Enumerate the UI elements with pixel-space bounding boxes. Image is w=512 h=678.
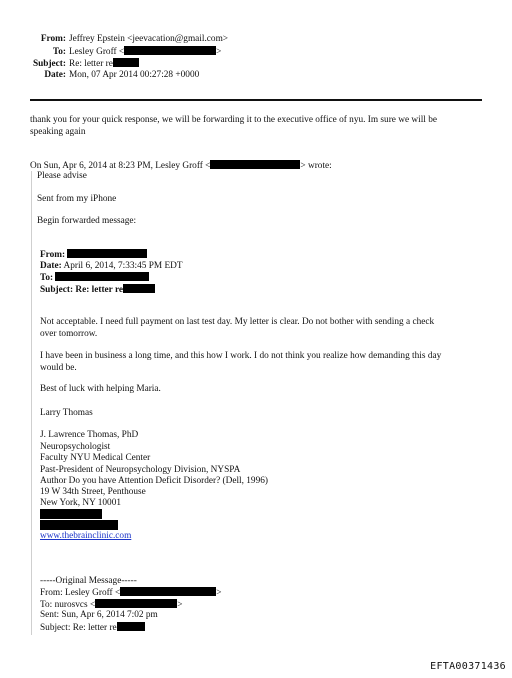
fwd-date-label: Date: <box>40 261 62 271</box>
redaction-block <box>123 284 155 293</box>
header-from-label: From: <box>40 34 66 44</box>
redaction-block <box>113 58 139 67</box>
header-date-value: Mon, 07 Apr 2014 00:27:28 +0000 <box>69 70 200 80</box>
header-from-value: Jeffrey Epstein <jeevacation@gmail.com> <box>69 34 229 44</box>
orig-to-suffix: > <box>177 600 183 610</box>
website-link[interactable]: www.thebrainclinic.com <box>40 531 132 541</box>
header-subject-label: Subject: <box>32 59 66 69</box>
redaction-block <box>40 509 102 519</box>
fwd-subject-row <box>40 284 155 296</box>
sent-from-iphone: Sent from my iPhone <box>37 194 117 204</box>
orig-to-prefix: To: nurosvcs < <box>40 600 96 610</box>
orig-subject-prefix: Subject: Re: letter re <box>40 623 117 633</box>
body-p1-line-1: Not acceptable. I need full payment on last test day. My letter is clear. Do not bother with sending a check <box>40 317 435 327</box>
header-date-row <box>0 70 199 81</box>
redaction-block <box>95 599 177 608</box>
please-advise: Please advise <box>37 171 87 181</box>
quote-bar <box>31 171 32 635</box>
header-to-prefix: Lesley Groff < <box>69 47 125 57</box>
signature-line: Past-President of Neuropsychology Division, NYSPA <box>40 465 241 475</box>
fwd-date-value: April 6, 2014, 7:33:45 PM EDT <box>63 261 183 271</box>
redaction-block <box>124 46 216 55</box>
redaction-block <box>210 160 300 169</box>
header-date-label: Date: <box>44 70 66 80</box>
body-p3: Best of luck with helping Maria. <box>40 384 161 394</box>
bates-id: EFTA00371436 <box>430 661 506 672</box>
orig-subject-row <box>40 622 145 634</box>
header-subject-value: Re: letter re <box>69 59 113 69</box>
orig-from-suffix: > <box>216 588 222 598</box>
header-to-label: To: <box>52 47 66 57</box>
original-divider: -----Original Message----- <box>40 576 137 586</box>
signature-line: New York, NY 10001 <box>40 498 122 508</box>
body-p2-line-2: would be. <box>40 363 77 373</box>
signature-line: J. Lawrence Thomas, PhD <box>40 430 139 440</box>
body-p2-line-1: I have been in business a long time, and this how I work. I do not think you realize how demanding this day <box>40 351 442 361</box>
header-to-row <box>0 46 221 58</box>
fwd-from-row <box>40 249 147 261</box>
header-from-row <box>0 34 228 45</box>
header-divider <box>30 99 482 101</box>
signature-line: Author Do you have Attention Deficit Disorder? (Dell, 1996) <box>40 476 268 486</box>
quote-intro-prefix: On Sun, Apr 6, 2014 at 8:23 PM, Lesley Groff < <box>30 161 211 171</box>
body-p1-line-2: over tomorrow. <box>40 329 98 339</box>
fwd-to-row <box>40 272 149 284</box>
orig-from-prefix: From: Lesley Groff < <box>40 588 121 598</box>
signature-line: Neuropsychologist <box>40 442 111 452</box>
signature-line: Faculty NYU Medical Center <box>40 453 151 463</box>
redaction-block <box>55 272 149 281</box>
reply-line-2: speaking again <box>30 127 86 137</box>
signature-line: 19 W 34th Street, Penthouse <box>40 487 146 497</box>
fwd-to-label: To: <box>40 273 54 283</box>
quote-intro-suffix: > wrote: <box>300 161 332 171</box>
redaction-block <box>67 249 147 258</box>
reply-line-1: thank you for your quick response, we will be forwarding it to the executive office of nyu. Im sure we will be <box>30 115 437 125</box>
fwd-from-label: From: <box>40 250 66 260</box>
redaction-block <box>120 587 216 596</box>
fwd-subject-label: Subject: <box>40 285 74 295</box>
body-p4: Larry Thomas <box>40 408 93 418</box>
redaction-block <box>40 520 118 530</box>
fwd-subject-value: Re: letter re <box>75 285 124 295</box>
header-subject-row <box>0 58 139 70</box>
begin-forwarded: Begin forwarded message: <box>37 216 137 226</box>
orig-sent: Sent: Sun, Apr 6, 2014 7:02 pm <box>40 610 158 620</box>
header-to-suffix: > <box>216 47 222 57</box>
fwd-date-row <box>40 261 183 272</box>
redaction-block <box>117 622 145 631</box>
orig-from-row <box>40 587 221 599</box>
